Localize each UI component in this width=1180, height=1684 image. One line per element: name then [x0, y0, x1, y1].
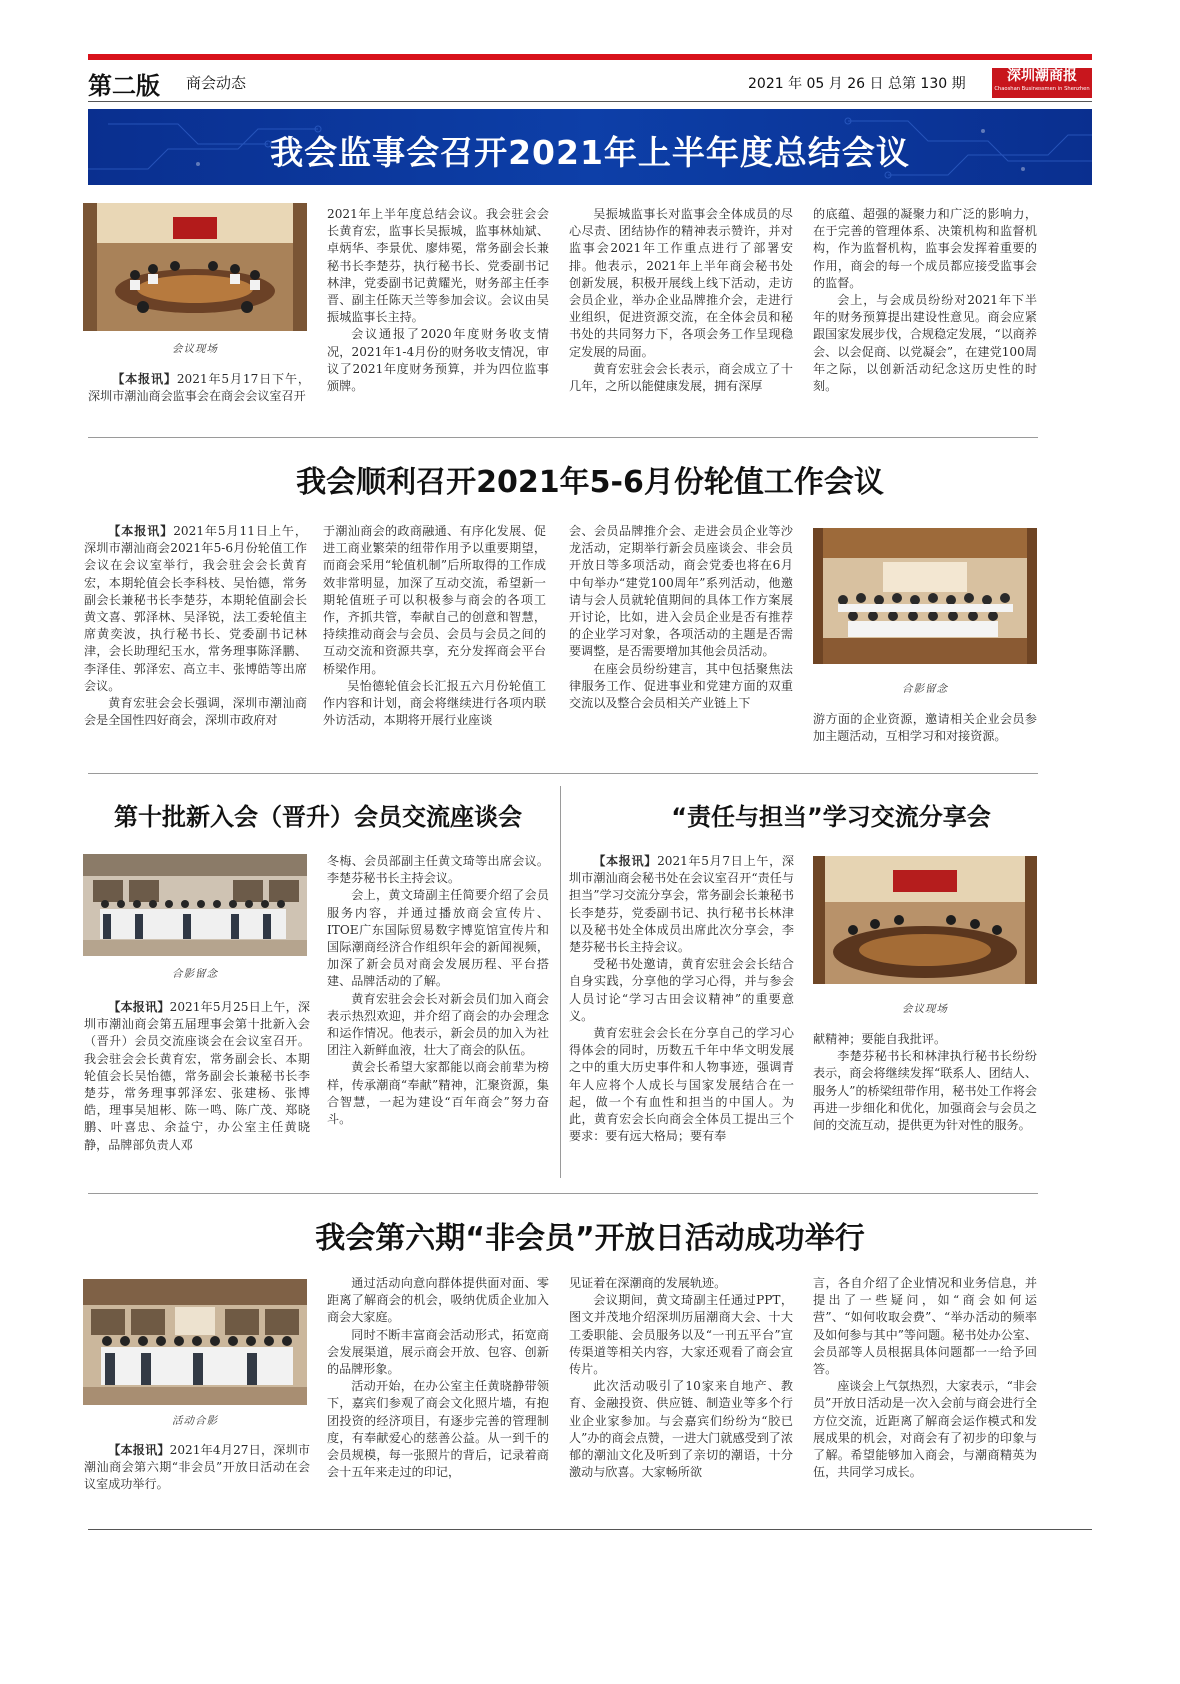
article4-column-2: [813, 1031, 1037, 1134]
column-label: 商会动态: [186, 74, 247, 92]
article4-paragraph: 献精神；要能自我批评。: [813, 1032, 947, 1046]
article4-paragraph: 李楚芬秘书长和林津执行秘书长纷纷表示，商会将继续发挥“联系人、团结人、服务人”的桥梁纽带作用，秘书处工作将会再进一步细化和优化，加强商会与会员之间的交流互动，提供更为针对性的服务。: [813, 1049, 1037, 1133]
article5-column-4: [813, 1275, 1037, 1481]
section-divider: [88, 1193, 1038, 1194]
group-photo-image: [83, 854, 307, 956]
article1-paragraph: 的底蕴、超强的凝聚力和广泛的影响力，在于完善的管理体系、决策机构和监督机构，作为监督机构，监事会发挥着重要的作用，商会的每一个成员都应接受监事会的监督。: [813, 207, 1037, 290]
article1-title: 我会监事会召开2021年上半年度总结会议: [270, 133, 910, 172]
article1-paragraph: 会上，与会成员纷纷对2021年下半年的财务预算提出建设性意见。商会应紧跟国家发展步伐，合规稳定发展，“以商养会、以会促商、以党凝会”，在建党100周年之际，以创新活动纪念这历史性的时刻。: [813, 293, 1037, 394]
newspaper-logo: [992, 68, 1092, 98]
article4-paragraph: 受秘书处邀请，黄育宏驻会会长结合自身实践，分享他的学习心得，并与参会人员讨论“学习古田会议精神”的重要意义。: [569, 957, 794, 1023]
article2-photo: [813, 528, 1037, 664]
section-divider: [88, 773, 1038, 774]
section-divider: [88, 437, 1038, 438]
article4-lead-tag: 【本报讯】: [593, 854, 658, 868]
article3-photo: [83, 854, 307, 956]
article4-title: “责任与担当”学习交流分享会: [671, 803, 991, 831]
article5-paragraph: 会议期间，黄文琦副主任通过PPT，图文并茂地介绍深圳历届潮商大会、十大工委职能、会员服务以及“一刊五平台”宣传渠道等相关内容，大家还观看了商会宣传片。: [569, 1293, 793, 1377]
article1-banner: [88, 109, 1092, 185]
article1-paragraph: 2021年5月17日下午，深圳市潮汕商会监事会在商会会议室召开: [88, 372, 310, 404]
article1-paragraph: 2021年上半年度总结会议。我会驻会会长黄育宏，监事长吴振城，监事林灿斌、卓炳华、李景优、廖炜冕，常务副会长兼秘书长李楚芬，执行秘书长、党委副书记林津，党委副书记黄耀光，财务部主任李晋、副主任陈天兰等参加会议。会议由吴振城监事长主持。: [327, 207, 549, 325]
article4-paragraph: 黄育宏驻会会长在分享自己的学习心得体会的同时，历数五千年中华文明发展之中的重大历史事件和人物事迹，强调青年人应将个人成长与国家发展结合在一起，做一个有血性和担当的中国人。为此，黄育宏会长向商会全体员工提出三个要求：要有远大格局；要有奉: [569, 1026, 794, 1144]
article3-column-1: [84, 999, 310, 1154]
article3-column-2: [327, 853, 549, 1128]
article2-column-4: [813, 711, 1037, 745]
article1-column-4: [813, 206, 1037, 395]
article3-paragraph: 冬梅、会员部副主任黄文琦等出席会议。李楚芬秘书长主持会议。: [327, 854, 549, 886]
article2-column-2: [323, 523, 546, 729]
issue-date: 2021 年 05 月 26 日 总第 130 期: [748, 76, 966, 92]
article1-column-2: [327, 206, 549, 395]
article5-paragraph: 活动开始，在办公室主任黄晓静带领下，嘉宾们参观了商会文化照片墙，有抱团投资的经济项目，有逐步完善的管理制度，有奉献爱心的慈善公益。从一到千的会员规模，每一张照片的背后，记录着商会十五年来走过的印记，: [327, 1379, 549, 1480]
article1-paragraph: 会议通报了2020年度财务收支情况，2021年1-4月份的财务收支情况，审议了2021年度财务预算，并为四位监事颁牌。: [327, 327, 549, 394]
group-photo-image: [83, 1279, 307, 1405]
article5-paragraph: 言，各自介绍了企业情况和业务信息，并提出了一些疑问，如“商会如何运营”、“如何收取会费”、“举办活动的频率及如何参与其中”等问题。秘书处办公室、会员部等人员根据具体问题都一一给予回答。: [813, 1276, 1037, 1377]
article5-caption: 活动合影: [172, 1415, 218, 1427]
page-bottom-rule: [88, 1529, 1092, 1530]
article5-title: 我会第六期“非会员”开放日活动成功举行: [315, 1221, 865, 1256]
article3-paragraph: 黄会长希望大家都能以商会前辈为榜样，传承潮商“奉献”精神，汇聚资源，集合智慧，一起为建设“百年商会”努力奋斗。: [327, 1060, 549, 1127]
article5-column-1: [84, 1442, 310, 1494]
article1-paragraph: 吴振城监事长对监事会全体成员的尽心尽责、团结协作的精神表示赞许，并对监事会2021年工作重点进行了部署安排。他表示，2021年上半年商会秘书处创新发展，积极开展线上线下活动，走访会员企业，举办企业品牌推介会，走进行业组织，促进资源交流，在全体会员和秘书处的共同努力下，各项会务工作呈现稳定发展的局面。: [569, 207, 793, 359]
article2-lead-tag: 【本报讯】: [108, 524, 174, 538]
article2-title: 我会顺利召开2021年5-6月份轮值工作会议: [296, 465, 884, 500]
article1-column-1: [88, 371, 310, 405]
article5-photo: [83, 1279, 307, 1405]
article2-paragraph: 黄育宏驻会会长强调，深圳市潮汕商会是全国性四好商会，深圳市政府对: [84, 696, 307, 728]
article3-lead-tag: 【本报讯】: [108, 1000, 170, 1014]
article5-paragraph: 通过活动向意向群体提供面对面、零距离了解商会的机会，吸纳优质企业加入商会大家庭。: [327, 1276, 549, 1325]
article5-column-2: [327, 1275, 549, 1481]
article5-paragraph: 见证着在深潮商的发展轨迹。: [569, 1276, 727, 1290]
article2-caption: 合影留念: [902, 683, 948, 695]
meeting-photo-image: [813, 856, 1037, 984]
article1-caption: 会议现场: [172, 343, 218, 355]
article1-lead-tag: 【本报讯】: [112, 372, 177, 386]
article2-paragraph: 于潮汕商会的政商融通、有序化发展、促进工商业繁荣的纽带作用予以重要期望，而商会采用“轮值机制”后所取得的工作成效非常明显，加深了互动交流，希望新一期轮值班子可以积极参与商会的各项工作，齐抓共管，奉献自己的创意和智慧，持续推动商会与会员、会员与会员之间的互动交流和资源共享，充分发挥商会平台桥梁作用。: [323, 524, 546, 676]
article1-paragraph: 黄育宏驻会会长表示，商会成立了十几年，之所以能健康发展，拥有深厚: [569, 361, 793, 394]
article2-paragraph: 会、会员品牌推介会、走进会员企业等沙龙活动，定期举行新会员座谈会、非会员开放日等多项活动，商会党委也将在6月中旬举办“建党100周年”系列活动，他邀请与会人员就轮值期间的具体工作方案展开讨论，比如，进入会员企业是否有推荐的企业学习对象，各项活动的主题是否需要调整，是否需要增加其他会员活动。: [569, 524, 793, 659]
article5-paragraph: 同时不断丰富商会活动形式，拓宽商会发展渠道，展示商会开放、包容、创新的品牌形象。: [327, 1327, 549, 1377]
article3-caption: 合影留念: [172, 968, 218, 980]
article5-paragraph: 2021年4月27日，深圳市潮汕商会第六期“非会员”开放日活动在会议室成功举行。: [84, 1443, 310, 1492]
article3-paragraph: 会上，黄文琦副主任简要介绍了会员服务内容，并通过播放商会宣传片、ITOE广东国际贸易数字博览馆宣传片和国际潮商经济合作组织年会的新闻视频，加深了新会员对商会发展历程、平台搭建、品牌活动的了解。: [327, 888, 549, 989]
newspaper-logo-text: 深圳潮商报: [1007, 68, 1077, 84]
article5-lead-tag: 【本报讯】: [108, 1443, 170, 1457]
newspaper-logo-subtext: Chaoshan Businessmen in Shenzhen: [994, 86, 1090, 92]
masthead-red-rule: [88, 54, 1092, 60]
article3-paragraph: 2021年5月25日上午，深圳市潮汕商会第五届理事会第十批新入会（晋升）会员交流座谈会在会议室召开。我会驻会会长黄育宏，常务副会长、本期轮值会长吴怡德，常务副会长兼秘书长李楚芬，常务理事郭泽宏、张建杨、张博皓，理事吴旭彬、陈一鸣、陈广茂、郑晓鹏、叶喜忠、余益宁，办公室主任黄晓静，品牌部负责人邓: [84, 1000, 310, 1152]
article5-paragraph: 此次活动吸引了10家来自地产、教育、金融投资、供应链、制造业等多个行业企业家参加。与会嘉宾们纷纷为“胶已人”办的商会点赞，一进大门就感受到了浓郁的潮汕文化及听到了亲切的潮语，十分激动与欣喜。大家畅所欲: [569, 1379, 793, 1480]
article2-paragraph: 2021年5月11日上午，深圳市潮汕商会2021年5-6月份轮值工作会议在会议室举行，我会驻会会长黄育宏，本期轮值会长李科枝、吴怡德，常务副会长兼秘书长李楚芬，本期轮值副会长黄文喜、郭泽林、吴泽锐，法工委轮值主席黄奕波，执行秘书长、党委副书记林津，会长助理纪玉水，常务理事陈泽鹏、李泽佳、郭泽宏、高立丰、张博皓等出席会议。: [84, 524, 307, 693]
article1-photo: [83, 203, 307, 331]
article4-photo: [813, 856, 1037, 984]
article2-paragraph: 游方面的企业资源，邀请相关企业会员参加主题活动，互相学习和对接资源。: [813, 712, 1037, 744]
article4-paragraph: 2021年5月7日上午，深圳市潮汕商会秘书处在会议室召开“责任与担当”学习交流分享会，常务副会长兼秘书长李楚芬，党委副书记、执行秘书长林津以及秘书处全体成员出席此次分享会，李楚芬秘书长主持会议。: [569, 854, 794, 955]
article3-paragraph: 黄育宏驻会会长对新会员们加入商会表示热烈欢迎，并介绍了商会的办会理念和运作情况。他表示，新会员的加入为社团注入新鲜血液，壮大了商会的队伍。: [327, 991, 549, 1058]
masthead-bottom-rule: [88, 101, 1092, 102]
article2-paragraph: 在座会员纷纷建言，其中包括聚焦法律服务工作、促进事业和党建方面的双重交流以及整合会员相关产业链上下: [569, 661, 793, 711]
article5-column-3: [569, 1275, 793, 1481]
section-label: 第二版: [88, 72, 160, 100]
column-divider: [560, 786, 561, 1178]
article2-column-3: [569, 523, 793, 712]
group-photo-image: [813, 528, 1037, 664]
meeting-photo-image: [83, 203, 307, 331]
article1-column-3: [569, 206, 793, 395]
article4-caption: 会议现场: [902, 1003, 948, 1015]
article4-column-1: [569, 853, 794, 1145]
article2-column-1: [84, 523, 307, 729]
article2-paragraph: 吴怡德轮值会长汇报五六月份轮值工作内容和计划，商会将继续进行各项内联外访活动，本期将开展行业座谈: [323, 678, 546, 728]
article5-paragraph: 座谈会上气氛热烈，大家表示，“非会员”开放日活动是一次入会前与商会进行全方位交流，近距离了解商会运作模式和发展成果的机会，对商会有了初步的印象与了解。希望能够加入商会，与潮商精英为伍，共同学习成长。: [813, 1379, 1037, 1480]
article3-title: 第十批新入会（晋升）会员交流座谈会: [114, 803, 522, 831]
